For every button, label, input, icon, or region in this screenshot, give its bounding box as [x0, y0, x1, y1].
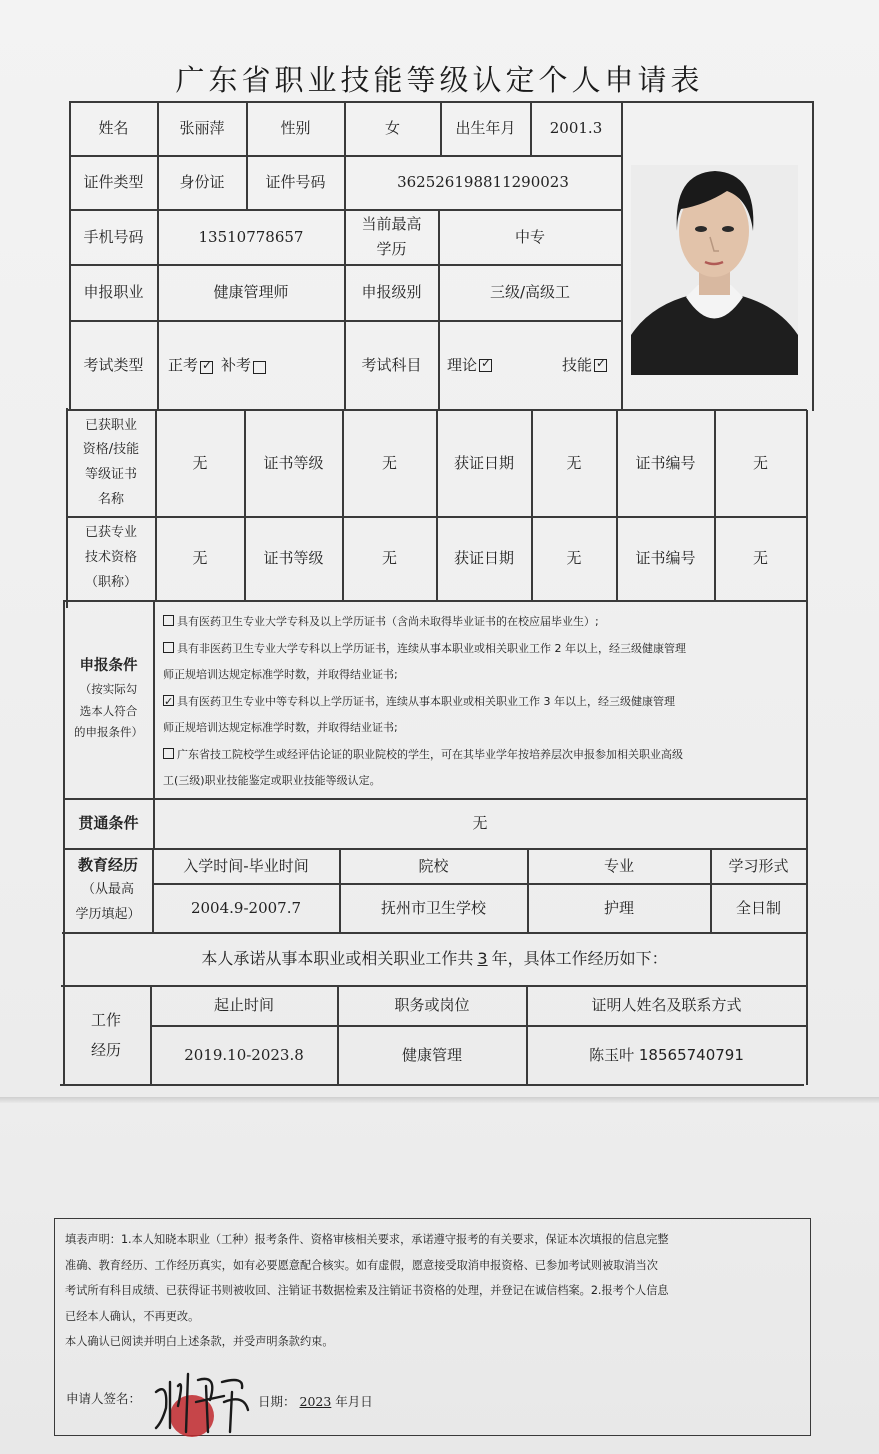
subject-skill-group	[562, 353, 609, 378]
exam-makeup-label: 补考	[221, 355, 252, 374]
header-edu-time: 入学时间-毕业时间	[183, 856, 309, 875]
value-work-time: 2019.10-2023.8	[184, 1045, 304, 1064]
applicant-photo	[631, 165, 798, 375]
condition-2-checkbox[interactable]	[163, 642, 174, 653]
value-edu-time: 2004.9-2007.7	[190, 898, 302, 917]
conditions-list	[163, 609, 799, 795]
label-conditions-line4: 的申报条件）	[74, 725, 143, 740]
condition-2-line1: 具有非医药卫生专业大学专科以上学历证书，连续从事本职业或相关职业工作 2 年以上，经三级健康管理	[177, 641, 686, 655]
label-cert1	[67, 410, 155, 516]
label-cert2-line3: （职称）	[84, 574, 137, 590]
condition-3-checkbox[interactable]	[163, 695, 174, 706]
value-edu-mode: 全日制	[735, 898, 781, 917]
value-cert2-grade: 无	[381, 549, 397, 568]
value-birth: 2001.3	[549, 119, 603, 138]
declaration-line: 考试所有科目成绩、已获得证书则被收回、注销证书数据检索及注销证书资格的处理，并登记在诚信档案。2.报考个人信息	[65, 1284, 669, 1297]
value-cert2-date: 无	[566, 549, 582, 568]
condition-item	[163, 609, 799, 636]
label-education-line2: 学历	[376, 240, 407, 258]
header-edu-mode: 学习形式	[728, 856, 789, 875]
exam-main-checkbox[interactable]	[200, 361, 213, 374]
label-edu-line1: 教育经历	[77, 856, 138, 875]
declaration-line: 已经本人确认，不再更改。	[65, 1309, 200, 1323]
value-name: 张丽萍	[179, 119, 225, 138]
label-cert2-line1: 已获专业	[84, 525, 137, 541]
label-cert1-line1: 已获职业	[84, 417, 137, 433]
label-conditions-line2: （按实际勾	[79, 681, 138, 696]
value-cert1-no: 无	[752, 453, 768, 472]
label-name: 姓名	[98, 119, 129, 138]
value-work-post: 健康管理	[401, 1045, 462, 1064]
value-cert1-grade: 无	[381, 453, 397, 472]
subject-theory-group	[447, 353, 494, 378]
value-cert2-name: 无	[192, 549, 208, 568]
exam-subject-options	[439, 321, 621, 409]
declaration-line: 准确、教育经历、工作经历真实，如有必要愿意配合核实。如有虚假，愿意接受取消申报资格、已参加考试则被取消当次	[65, 1258, 658, 1272]
label-cert2-date: 获证日期	[453, 549, 514, 568]
label-work-line2: 经历	[90, 1041, 121, 1059]
value-gender: 女	[384, 119, 400, 138]
label-cert1-no: 证书编号	[635, 453, 696, 472]
condition-4-line2: 工(三级)职业技能鉴定或职业技能等级认定。	[163, 774, 381, 787]
label-conditions-line3: 选本人符合	[79, 703, 138, 718]
subject-theory-label: 理论	[447, 355, 478, 374]
condition-item-cont	[163, 768, 799, 795]
form-title: 广东省职业技能等级认定个人申请表	[175, 63, 704, 97]
value-edu-major: 护理	[603, 898, 634, 917]
header-edu-school: 院校	[418, 856, 449, 875]
condition-1-line1: 具有医药卫生专业大学专科及以上学历证书（含尚未取得毕业证书的在校应届毕业生）;	[177, 615, 599, 628]
condition-4-line1: 广东省技工院校学生或经评估论证的职业院校的学生，可在其毕业学年按培养层次申报参加相关职业高级	[177, 747, 683, 761]
label-exam-type: 考试类型	[83, 355, 144, 374]
signature-label: 申请人签名：	[66, 1391, 142, 1406]
label-cert1-date: 获证日期	[453, 453, 514, 472]
label-edu-line2: （从最高	[81, 882, 134, 898]
label-id-type: 证件类型	[83, 173, 144, 192]
condition-item	[163, 742, 799, 769]
label-gender: 性别	[280, 119, 311, 138]
value-through: 无	[472, 814, 488, 833]
value-level: 三级/高级工	[489, 283, 571, 302]
label-id-no: 证件号码	[265, 173, 326, 192]
header-work-ref: 证明人姓名及联系方式	[591, 996, 742, 1015]
date-field	[258, 1392, 373, 1410]
work-promise-years: 3	[477, 948, 488, 968]
value-cert1-date: 无	[566, 453, 582, 472]
condition-2-line2: 师正规培训达规定标准学时数，并取得结业证书;	[163, 668, 398, 681]
value-id-type: 身份证	[179, 173, 225, 192]
condition-4-checkbox[interactable]	[163, 748, 174, 759]
exam-main-label: 正考	[168, 355, 199, 374]
condition-item	[163, 689, 799, 716]
date-year: 2023	[299, 1394, 332, 1409]
label-through: 贯通条件	[78, 814, 139, 833]
value-cert1-name: 无	[192, 453, 208, 472]
label-work-line1: 工作	[90, 1011, 121, 1029]
handwritten-signature	[148, 1362, 258, 1442]
header-work-time: 起止时间	[213, 996, 274, 1015]
subject-skill-checkbox[interactable]	[594, 359, 607, 372]
condition-item-cont	[163, 715, 799, 742]
declaration-line: 填表声明：1.本人知晓本职业（工种）报考条件、资格审核相关要求，承诺遵守报考的有关要求，保证本次填报的信息完整	[65, 1233, 669, 1246]
label-edu-line3: 学历填起）	[75, 906, 141, 922]
value-work-ref: 陈玉叶 18565740791	[589, 1045, 744, 1064]
label-exam-subject: 考试科目	[361, 355, 422, 374]
subject-theory-checkbox[interactable]	[479, 359, 492, 372]
label-birth: 出生年月	[455, 119, 516, 138]
work-promise	[63, 933, 806, 985]
label-cert2-no: 证书编号	[635, 549, 696, 568]
condition-3-line1: 具有医药卫生专业中等专科以上学历证书，连续从事本职业或相关职业工作 3 年以上，经三级健康管理	[177, 694, 675, 708]
label-cert1-line2: 资格/技能	[82, 442, 140, 458]
condition-item-cont	[163, 662, 799, 689]
value-education: 中专	[514, 227, 545, 246]
label-conditions	[64, 601, 153, 798]
value-phone: 13510778657	[198, 227, 304, 246]
header-work-post: 职务或岗位	[394, 996, 470, 1015]
header-edu-major: 专业	[603, 856, 634, 875]
label-level: 申报级别	[361, 283, 422, 302]
label-occupation: 申报职业	[83, 283, 144, 302]
subject-skill-label: 技能	[561, 355, 592, 374]
condition-item	[163, 636, 799, 663]
value-occupation: 健康管理师	[213, 283, 289, 302]
exam-type-options	[158, 321, 344, 409]
label-cert2	[67, 517, 155, 600]
date-suffix: 年月日	[335, 1394, 373, 1409]
work-promise-suffix: 年，具体工作经历如下：	[491, 948, 668, 968]
value-edu-school: 抚州市卫生学校	[380, 898, 486, 917]
label-education-line1: 当前最高	[361, 215, 422, 234]
date-label: 日期：	[258, 1394, 296, 1409]
exam-makeup-checkbox[interactable]	[253, 361, 266, 374]
label-work-history	[62, 986, 150, 1084]
label-cert2-line2: 技术资格	[84, 550, 137, 566]
condition-3-line2: 师正规培训达规定标准学时数，并取得结业证书;	[163, 721, 398, 734]
label-phone: 手机号码	[83, 227, 144, 246]
value-cert2-no: 无	[752, 549, 768, 568]
condition-1-checkbox[interactable]	[163, 615, 174, 626]
label-cert2-grade: 证书等级	[263, 549, 324, 568]
label-education-history	[64, 849, 152, 932]
label-cert1-line4: 名称	[97, 491, 124, 507]
label-cert1-grade: 证书等级	[263, 453, 324, 472]
declaration-confirm: 本人确认已阅读并明白上述条款，并受声明条款约束。	[65, 1335, 334, 1348]
work-promise-prefix: 本人承诺从事本职业或相关职业工作共	[201, 948, 474, 968]
label-education	[345, 210, 438, 264]
label-conditions-line1: 申报条件	[79, 657, 138, 674]
label-cert1-line3: 等级证书	[84, 467, 137, 482]
value-id-no: 362526198811290023	[397, 173, 569, 192]
